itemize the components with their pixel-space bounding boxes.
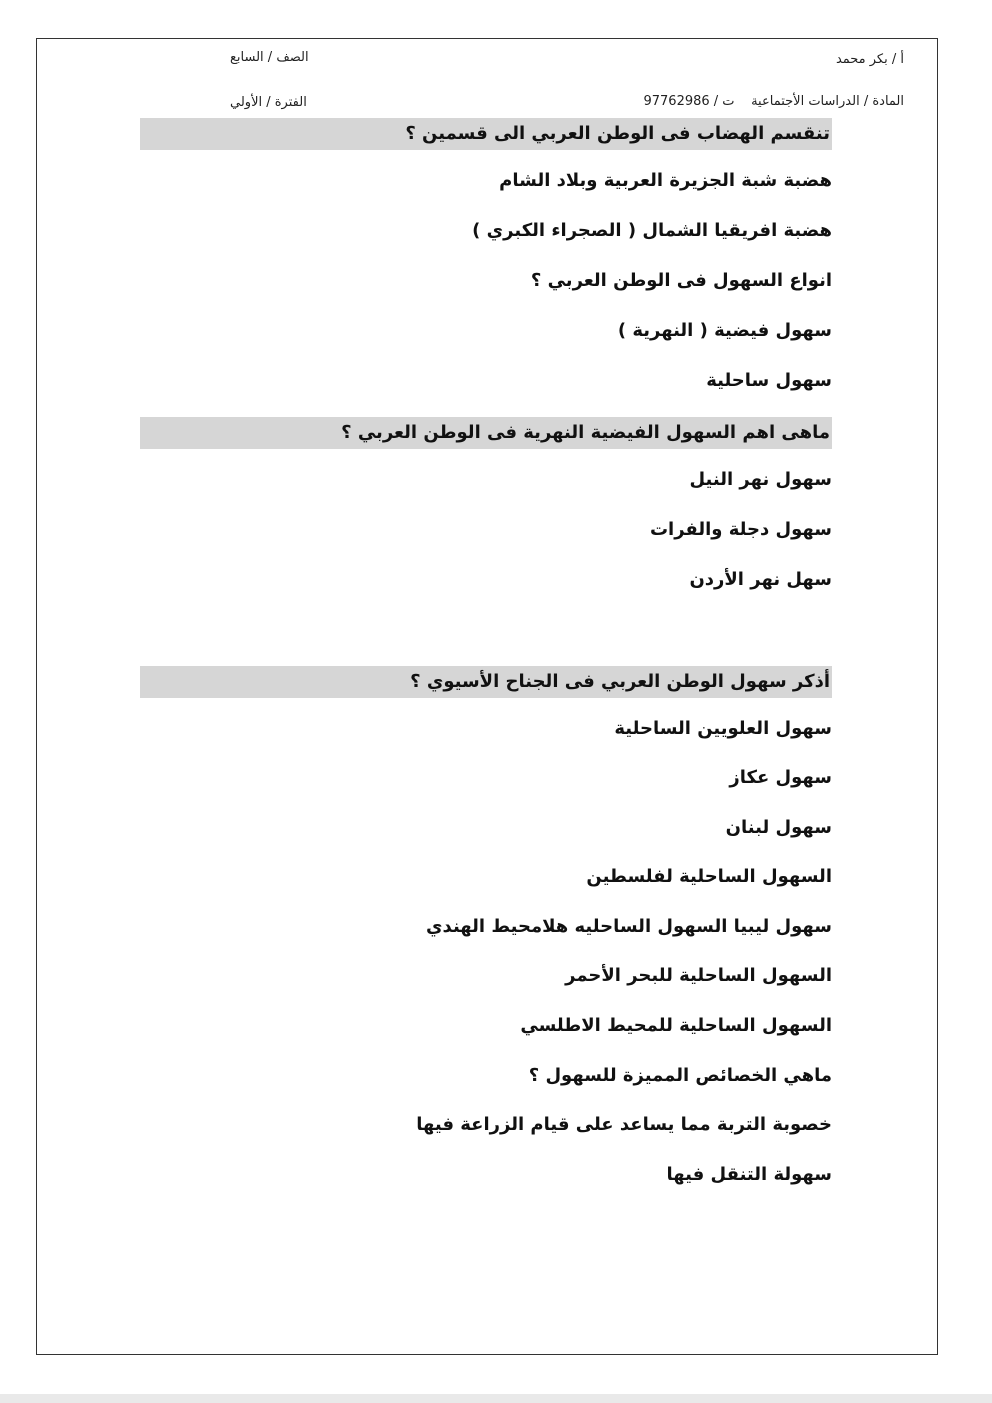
question-1: تنقسم الهضاب فى الوطن العربي الى قسمين ؟ (140, 118, 832, 150)
question-4: أذكر سهول الوطن العربي فى الجناح الأسيوي ؟ (140, 666, 832, 698)
answer-line: سهول ساحلية (706, 370, 832, 391)
scan-edge (0, 1394, 992, 1403)
phone-number: ت / 97762986 (643, 94, 735, 109)
question-2: انواع السهول فى الوطن العربي ؟ (530, 270, 832, 291)
question-5: ماهي الخصائص المميزة للسهول ؟ (528, 1065, 832, 1086)
answer-line: سهول لبنان (725, 817, 832, 838)
answer-line: هضبة شبة الجزيرة العربية وبلاد الشام (499, 170, 832, 191)
question-3: ماهى اهم السهول الفيضية النهرية فى الوطن العربي ؟ (140, 417, 832, 449)
teacher-name: أ / بكر محمد (835, 52, 904, 67)
answer-line: سهول ليبيا السهول الساحليه هلامحيط الهندي (426, 916, 832, 937)
answer-line: سهول نهر النيل (689, 469, 832, 490)
grade: الصف / السابع (230, 50, 309, 65)
answer-line: خصوبة التربة مما يساعد على قيام الزراعة فيها (416, 1114, 832, 1135)
term: الفترة / الأولي (230, 95, 307, 110)
answer-line: سهولة التنقل فيها (666, 1164, 832, 1185)
answer-line: سهل نهر الأردن (689, 569, 832, 590)
answer-line: سهول فيضية ( النهرية ) (617, 320, 832, 341)
answer-line: سهول العلويين الساحلية (614, 718, 832, 739)
subject: المادة / الدراسات الأجتماعية (751, 94, 904, 109)
answer-line: السهول الساحلية لفلسطين (586, 866, 832, 887)
answer-line: هضبة افريقيا الشمال ( الصجراء الكبري ) (472, 220, 832, 241)
answer-line: السهول الساحلية للمحيط الاطلسي (520, 1015, 832, 1036)
answer-line: سهول عكاز (729, 767, 832, 788)
subject-line (643, 94, 904, 109)
answer-line: سهول دجلة والفرات (649, 519, 832, 540)
answer-line: السهول الساحلية للبحر الأحمر (565, 965, 832, 986)
